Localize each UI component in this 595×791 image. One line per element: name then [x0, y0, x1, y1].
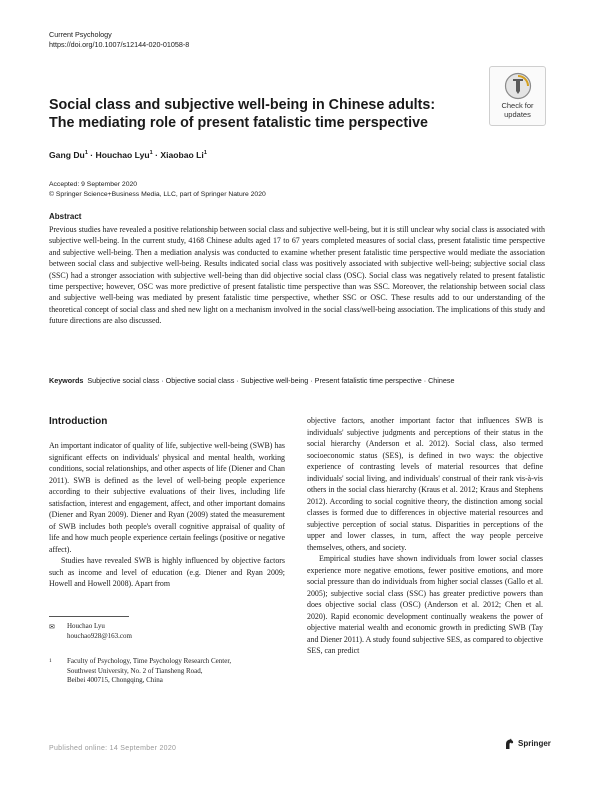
badge-line2: updates [504, 109, 531, 119]
published-online: Published online: 14 September 2020 [49, 745, 177, 752]
affiliation-line: Beibei 400715, Chongqing, China [67, 676, 163, 684]
author-affil: 1 [203, 150, 207, 157]
author-affil: 1 [84, 150, 88, 157]
journal-header [49, 30, 189, 50]
author-separator: · [155, 150, 158, 160]
keywords [49, 376, 545, 385]
copyright-line: © Springer Science+Business Media, LLC, part of Springer Nature 2020 [49, 190, 266, 198]
article-dates [49, 180, 266, 199]
doi-link[interactable]: https://doi.org/10.1007/s12144-020-01058-8 [49, 40, 190, 49]
badge-line1: Check for [501, 101, 534, 110]
check-for-updates-badge[interactable] [489, 66, 546, 126]
author-separator: · [90, 150, 94, 160]
abstract-text: Previous studies have revealed a positive relationship between social class and subjective well-being, but it is still unclear why social class is associated with subjective well-being. In the current study, 4168 Chinese adults aged 17 to 67 years completed measures of social class, present fatalistic time perspective and subjective well-being. Then a mediation analysis was conducted to examine whether present fatalistic time perspective would mediate the association between social class and subjective well-being. Results indicated social class was positively associated with subjective well-being; subjective social class (SSC) had a stronger association with subjective well-being than did objective social class (OSC). Social class was negatively related to present fatalistic time perspective; however, OSC was more predictive of present fatalistic time perspective than was SSC. Moreover, the relationship between social class and subjective well-being was mediated by present fatalistic time perspective, whether SSC or OSC. These results add to our understanding of the theoretical concept of social class and shed new light on a mechanism involved in the social class/well-being association. The implications of this study and future directions are also discussed. [49, 225, 545, 326]
paragraph: An important indicator of quality of life, subjective well-being (SWB) has significant effects on individuals' physical and mental health, working conditions, social relationships, and other aspects of life (Diener and Chan 2011). SWB is defined as the level of well-being people experience according to their subjective evaluations of their lives, including life satisfaction, interest and engagement, affect, and other important domains (Diener and Ryan 2009). Diener and Ryan (2009) stated the measurement of SWB includes both people's overall cognitive appraisal of quality of life and how much people experience certain feelings (positive or negative affect). [49, 441, 285, 554]
corresponding-author [49, 622, 132, 641]
contact-name: Houchao Lyu [67, 622, 105, 630]
paragraph: Studies have revealed SWB is highly influenced by objective factors such as income and level of education (e.g. Diener and Ryan 2009; Howell and Howell 2008). Apart from [49, 556, 285, 588]
affiliation-number: 1 [49, 658, 52, 664]
author-name[interactable]: Xiaobao Li [160, 150, 204, 160]
paragraph: Empirical studies have shown individuals from lower social classes experience more negative emotions, fewer positive emotions, and more social pressure than do individuals from higher social classes (Gallo et al. 2005); subjective social class (SSC) has greater predictive powers than does objective social class (OSC) (Anderson et al. 2012; Chen et al. 2020). Rapid economic development continually weakens the power of objective material wealth and economic growth in predicting SWB (Tay and Diener 2011). A study found subjective SES, as compared to objective SES, can predict [307, 554, 543, 655]
author-affil: 1 [149, 150, 153, 157]
check-for-updates-icon [504, 72, 532, 100]
springer-horse-icon [503, 738, 515, 750]
journal-name: Current Psychology [49, 30, 112, 39]
author-list [49, 150, 207, 160]
paragraph: objective factors, another important factor that influences SWB is individuals' subjective judgments and perceptions of their status in the social hierarchy (Anderson et al. 2012). Social class, also termed socioeconomic status (SES), is defined in two ways: the objective experience of contrasting levels of material resources that define individuals' social living, and individuals' construal of their rank vis-à-vis others in the social class hierarchy (Kraus et al. 2012; Kraus and Stephens 2012). According to social cognitive theory, the distinction among social classes is formed due to differences in objective material resources and subjective perception of social status. Disparities in perceptions of the upper and lower classes, in turn, affect the way people perceive themselves, others, and society. [307, 416, 543, 552]
keywords-list: Subjective social class · Objective social class · Subjective well-being · Present fatalistic time perspective · Chinese [87, 376, 455, 385]
publisher-name: Springer [518, 739, 551, 749]
accepted-date: Accepted: 9 September 2020 [49, 181, 138, 188]
body-column-right [307, 415, 543, 657]
body-column-left [49, 440, 285, 590]
keywords-label: Keywords [49, 376, 84, 385]
introduction-heading: Introduction [49, 416, 108, 427]
publisher-logo [503, 738, 551, 750]
affiliation-line: Southwest University, No. 2 of Tiansheng Road, [67, 666, 203, 675]
affiliation [49, 657, 287, 686]
abstract-heading: Abstract [49, 212, 82, 221]
contact-email[interactable]: houchao928@163.com [67, 631, 132, 640]
footnote-rule [49, 616, 129, 617]
title-line1: Social class and subjective well-being in Chinese adults: [49, 97, 436, 113]
article-title [49, 96, 469, 132]
affiliation-line: Faculty of Psychology, Time Psychology Research Center, [67, 657, 232, 665]
title-line2: The mediating role of present fatalistic time perspective [49, 115, 428, 131]
envelope-icon: ✉ [49, 623, 55, 631]
author-name[interactable]: Houchao Lyu [95, 150, 150, 160]
author-name[interactable]: Gang Du [49, 150, 85, 160]
